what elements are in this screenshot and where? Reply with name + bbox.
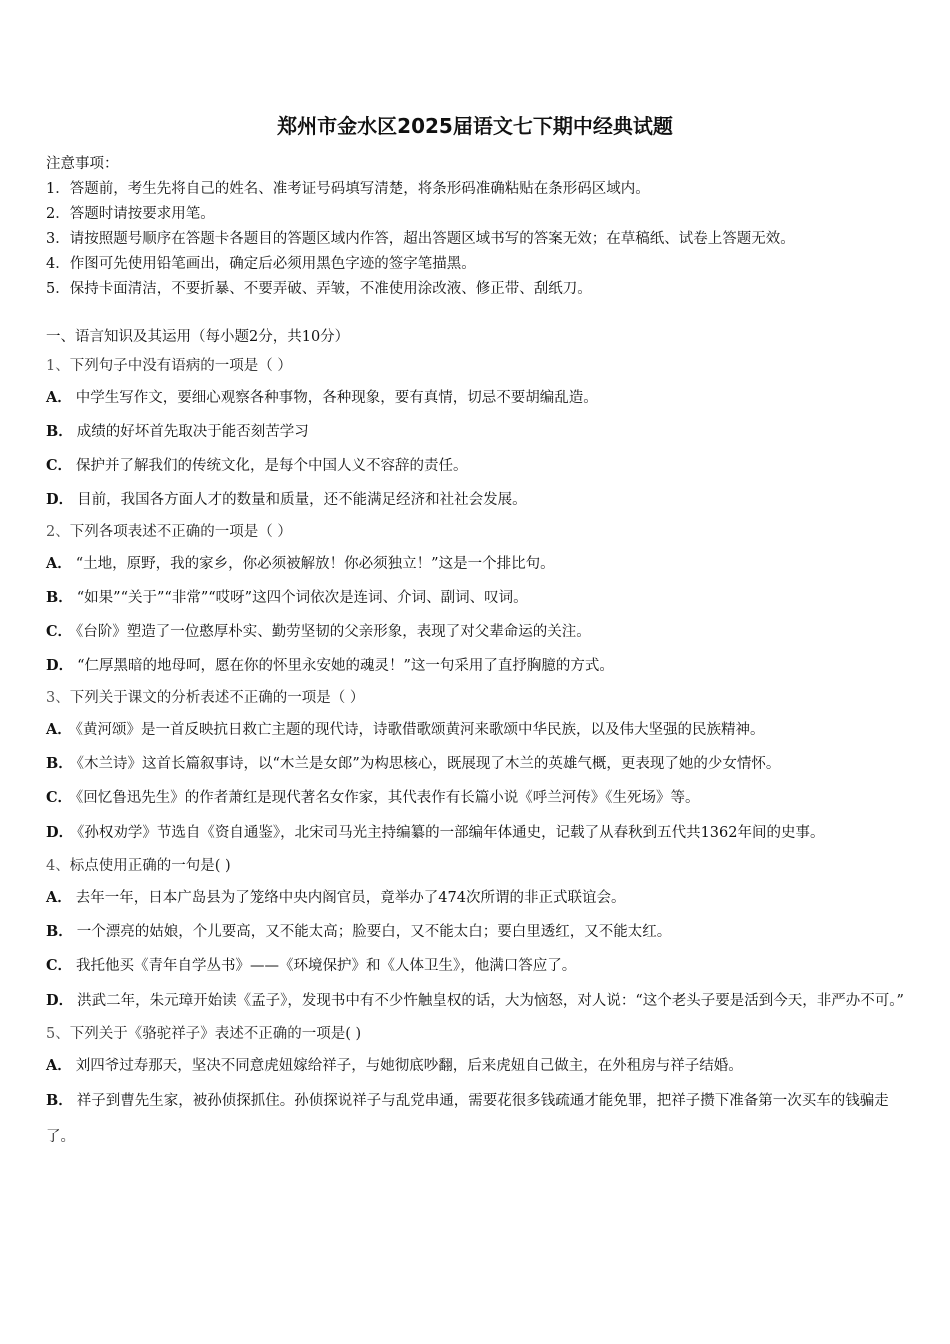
option-text: “土地，原野，我的家乡，你必须被解放！你必须独立！”这是一个排比句。 [75, 556, 555, 572]
option-text: 《台阶》塑造了一位憨厚朴实、勤劳坚韧的父亲形象，表现了对父辈命运的关注。 [76, 624, 591, 640]
option [46, 983, 908, 1019]
option [46, 915, 908, 949]
notice-item: 3．请按照题号顺序在答题卡各题目的答题区域内作答，超出答题区域书写的答案无效；在草稿纸、试卷上答题无效。 [46, 231, 795, 247]
option-text: 祥子到曹先生家，被孙侦探抓住。孙侦探说祥子与乱党串通，需要花很多钱疏通才能免罪，把祥子攒下准备第一次买车的钱骗走了。 [46, 1093, 889, 1145]
notice-item: 1．答题前，考生先将自己的姓名、准考证号码填写清楚，将条形码准确粘贴在条形码区域内。 [46, 181, 650, 197]
question-text: 下列各项表述不正确的一项是（ ） [69, 524, 292, 540]
option-text: 《黄河颂》是一首反映抗日救亡主题的现代诗，诗歌借歌颂黄河来歌颂中华民族，以及伟大坚强的民族精神。 [75, 722, 765, 738]
option [46, 949, 908, 983]
option-label: C． [46, 623, 73, 640]
section-heading: 一、语言知识及其运用（每小题2分，共10分） [46, 329, 350, 345]
option-label: A． [46, 1057, 72, 1074]
option [46, 449, 908, 483]
question-number: 1、 [46, 358, 70, 374]
option-label: B． [46, 1092, 73, 1109]
option-label: D． [46, 491, 74, 508]
question-number: 4、 [46, 858, 70, 874]
questions-block [46, 323, 908, 1155]
option [46, 581, 908, 615]
option-text: 成绩的好坏首先取决于能否刻苦学习 [76, 424, 309, 440]
option [46, 781, 908, 815]
question-stem [46, 851, 908, 881]
option-label: A． [46, 389, 72, 406]
option-label: B． [46, 589, 73, 606]
question-text: 下列关于课文的分析表述不正确的一项是（ ） [69, 690, 365, 706]
option-label: B． [46, 755, 73, 772]
option [46, 483, 908, 517]
option [46, 615, 908, 649]
option-text: “如果”“关于”“非常”“哎呀”这四个词依次是连词、介词、副词、叹词。 [76, 590, 528, 606]
option-label: C． [46, 457, 73, 474]
option-label: B． [46, 923, 73, 940]
option-label: D． [46, 992, 74, 1009]
option-text: 目前，我国各方面人才的数量和质量，还不能满足经济和社社会发展。 [77, 492, 527, 508]
option-text: 保护并了解我们的传统文化，是每个中国人义不容辞的责任。 [76, 458, 468, 474]
question-text: 下列关于《骆驼祥子》表述不正确的一项是( ) [69, 1026, 362, 1042]
option-text: 《孙权劝学》节选自《资自通鉴》，北宋司马光主持编纂的一部编年体通史，记载了从春秋到五代共1362年间的史事。 [77, 825, 825, 841]
option-text: 《木兰诗》这首长篇叙事诗，以“木兰是女郎”为构思核心，既展现了木兰的英雄气概，更表现了她的少女情怀。 [76, 756, 781, 772]
option [46, 649, 908, 683]
option-text: 中学生写作文，要细心观察各种事物，各种现象，要有真情，切忌不要胡编乱造。 [75, 390, 598, 406]
option-text: 《回忆鲁迅先生》的作者萧红是现代著名女作家，其代表作有长篇小说《呼兰河传》《生死场》等。 [76, 790, 700, 806]
option-label: B． [46, 423, 73, 440]
option-label: D． [46, 657, 74, 674]
option-label: C． [46, 789, 73, 806]
notice-item: 4．作图可先使用铅笔画出，确定后必须用黑色字迹的签字笔描黑。 [46, 256, 476, 272]
option [46, 547, 908, 581]
option-label: A． [46, 889, 72, 906]
option-text: “仁厚黑暗的地母呵，愿在你的怀里永安她的魂灵！”这一句采用了直抒胸臆的方式。 [77, 658, 614, 674]
option [46, 881, 908, 915]
option [46, 1083, 908, 1155]
question-stem [46, 351, 908, 381]
question-stem [46, 1019, 908, 1049]
option-text: 一个漂亮的姑娘，个儿要高，又不能太高；脸要白，又不能太白；要白里透红，又不能太红。 [76, 924, 672, 940]
option-label: A． [46, 721, 72, 738]
option [46, 1049, 908, 1083]
page-title: 郑州市金水区2025届语文七下期中经典试题 [277, 114, 673, 138]
question-text: 下列句子中没有语病的一项是（ ） [69, 358, 292, 374]
question-number: 5、 [46, 1026, 70, 1042]
question-number: 3、 [46, 690, 70, 706]
option [46, 713, 908, 747]
option [46, 747, 908, 781]
option-text: 刘四爷过寿那天，坚决不同意虎妞嫁给祥子，与她彻底吵翻，后来虎妞自己做主，在外租房与祥子结婚。 [75, 1058, 743, 1074]
option [46, 815, 908, 851]
option-text: 我托他买《青年自学丛书》——《环境保护》和《人体卫生》，他满口答应了。 [76, 958, 577, 974]
notice-block [46, 152, 916, 302]
option-label: A． [46, 555, 72, 572]
question-stem [46, 683, 908, 713]
option-text: 去年一年，日本广岛县为了笼络中央内阁官员，竟举办了474次所谓的非正式联谊会。 [75, 890, 626, 906]
notice-item: 5．保持卡面清洁，不要折暴、不要弄破、弄皱，不准使用涂改液、修正带、刮纸刀。 [46, 281, 592, 297]
option [46, 415, 908, 449]
question-text: 标点使用正确的一句是( ) [69, 858, 231, 874]
option [46, 381, 908, 415]
question-stem [46, 517, 908, 547]
option-label: C． [46, 957, 73, 974]
option-label: D． [46, 824, 74, 841]
notice-item: 2．答题时请按要求用笔。 [46, 206, 215, 222]
option-text: 洪武二年，朱元璋开始读《孟子》，发现书中有不少忤触皇权的话，大为恼怒，对人说：“这个老头子要是活到今天，非严办不可。” [77, 993, 904, 1009]
notice-heading: 注意事项： [46, 156, 119, 172]
question-number: 2、 [46, 524, 70, 540]
